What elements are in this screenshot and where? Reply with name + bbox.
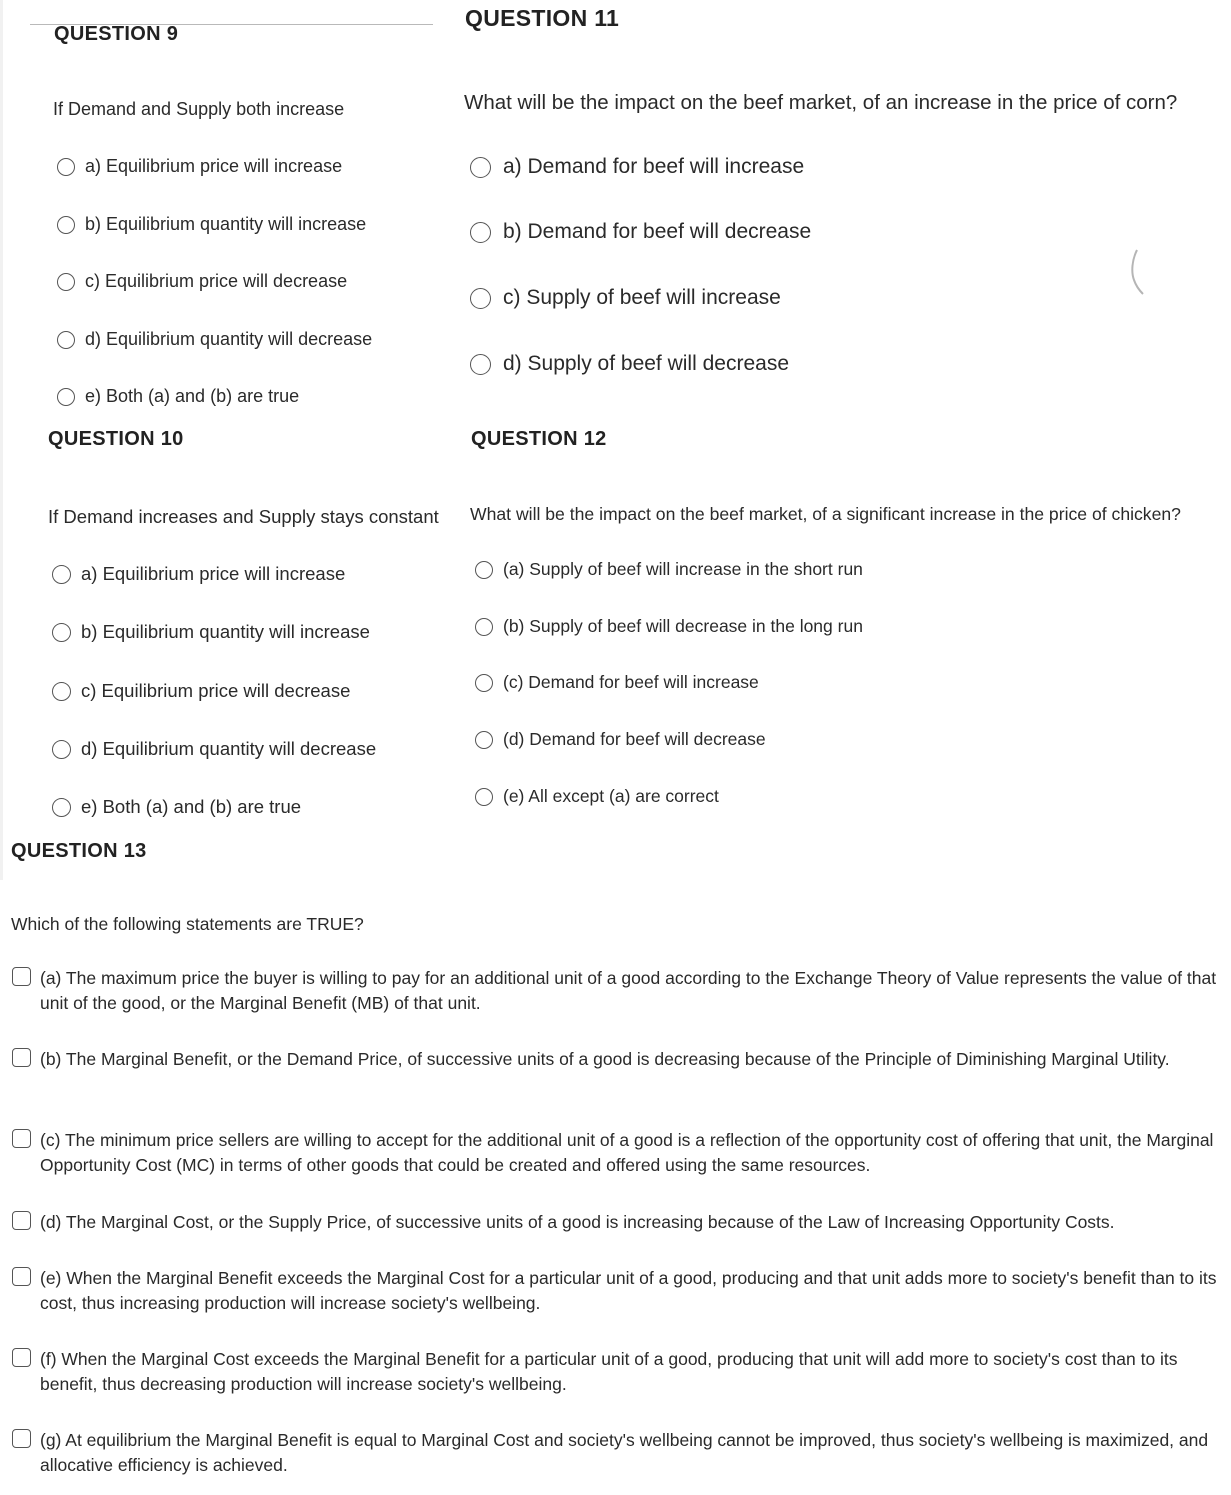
q9-option-c[interactable] [57, 271, 347, 292]
question-13-prompt: Which of the following statements are TRUE? [11, 914, 364, 934]
checkbox[interactable] [12, 1129, 31, 1148]
q12-option-c[interactable] [475, 672, 759, 693]
page-left-edge [0, 0, 3, 880]
q13-option-a[interactable] [12, 966, 1222, 1016]
radio-button[interactable] [57, 273, 75, 291]
q13-option-g[interactable] [12, 1428, 1222, 1478]
q11-option-a[interactable] [470, 155, 804, 179]
q11-option-b-label: b) Demand for beef will decrease [503, 220, 812, 243]
question-13-title: QUESTION 13 [11, 840, 147, 862]
q12-option-d[interactable] [475, 729, 766, 750]
q12-option-e-label: (e) All except (a) are correct [503, 786, 719, 806]
radio-button[interactable] [470, 288, 491, 309]
radio-button[interactable] [52, 740, 71, 759]
radio-button[interactable] [475, 561, 493, 579]
q9-option-b-label: b) Equilibrium quantity will increase [85, 214, 367, 234]
checkbox[interactable] [12, 967, 31, 986]
q9-option-d-label: d) Equilibrium quantity will decrease [85, 329, 373, 349]
radio-button[interactable] [52, 623, 71, 642]
q9-option-c-label: c) Equilibrium price will decrease [85, 271, 348, 291]
q13-option-d-label: (d) The Marginal Cost, or the Supply Price, of successive units of a good is increasing because of the Law of Increasing Opportunity Costs. [40, 1212, 1115, 1232]
q10-option-a[interactable] [52, 563, 345, 585]
q10-option-e-label: e) Both (a) and (b) are true [81, 796, 302, 817]
q11-option-d[interactable] [470, 352, 789, 376]
q11-option-d-label: d) Supply of beef will decrease [503, 352, 789, 375]
radio-button[interactable] [475, 674, 493, 692]
q13-option-e-label: (e) When the Marginal Benefit exceeds the Marginal Cost for a particular unit of a good, producing and that unit adds more to society's benefit than to its cost, thus increasing production will increase society's wellbeing. [40, 1268, 1217, 1313]
q13-option-f-label: (f) When the Marginal Cost exceeds the Marginal Benefit for a particular unit of a good, producing that unit will add more to society's cost than to its benefit, thus decreasing production will increase society's wellbeing. [40, 1349, 1178, 1394]
radio-button[interactable] [57, 388, 75, 406]
checkbox[interactable] [12, 1348, 31, 1367]
q12-option-d-label: (d) Demand for beef will decrease [503, 729, 766, 749]
q11-option-a-label: a) Demand for beef will increase [503, 155, 805, 178]
q12-option-b[interactable] [475, 616, 863, 637]
question-10-prompt: If Demand increases and Supply stays constant [48, 506, 439, 527]
q9-option-a[interactable] [57, 156, 342, 177]
q12-option-b-label: (b) Supply of beef will decrease in the long run [503, 616, 863, 636]
checkbox[interactable] [12, 1429, 31, 1448]
question-12-prompt: What will be the impact on the beef market, of a significant increase in the price of chicken? [470, 504, 1181, 524]
checkbox[interactable] [12, 1211, 31, 1230]
radio-button[interactable] [475, 731, 493, 749]
question-11-title: QUESTION 11 [465, 5, 620, 31]
question-12-title: QUESTION 12 [471, 428, 607, 450]
radio-button[interactable] [52, 798, 71, 817]
radio-button[interactable] [52, 565, 71, 584]
radio-button[interactable] [470, 354, 491, 375]
q13-option-b-label: (b) The Marginal Benefit, or the Demand Price, of successive units of a good is decreasing because of the Principle of Diminishing Marginal Utility. [40, 1049, 1170, 1069]
radio-button[interactable] [52, 682, 71, 701]
q13-option-c[interactable] [12, 1128, 1222, 1178]
q10-option-b-label: b) Equilibrium quantity will increase [81, 621, 370, 642]
q13-option-f[interactable] [12, 1347, 1222, 1397]
q12-option-a[interactable] [475, 559, 863, 580]
q9-option-d[interactable] [57, 329, 372, 350]
radio-button[interactable] [475, 618, 493, 636]
q10-option-e[interactable] [52, 796, 301, 818]
q11-option-c[interactable] [470, 286, 781, 310]
radio-button[interactable] [57, 331, 75, 349]
q12-option-c-label: (c) Demand for beef will increase [503, 672, 759, 692]
pen-mark-icon [1128, 246, 1148, 298]
q10-option-c-label: c) Equilibrium price will decrease [81, 680, 351, 701]
q13-option-e[interactable] [12, 1266, 1222, 1316]
radio-button[interactable] [57, 216, 75, 234]
question-10-title: QUESTION 10 [48, 428, 184, 450]
radio-button[interactable] [470, 157, 491, 178]
q10-option-b[interactable] [52, 621, 370, 643]
q13-option-c-label: (c) The minimum price sellers are willing to accept for the additional unit of a good is a reflection of the opportunity cost of offering that unit, the Marginal Opportunity Cost (MC) in terms of other goods that could be created and offered using the same resources. [40, 1130, 1214, 1175]
question-9-prompt: If Demand and Supply both increase [53, 99, 345, 119]
q9-option-a-label: a) Equilibrium price will increase [85, 156, 343, 176]
question-11-prompt: What will be the impact on the beef market, of an increase in the price of corn? [464, 91, 1178, 114]
q10-option-d-label: d) Equilibrium quantity will decrease [81, 738, 377, 759]
radio-button[interactable] [470, 222, 491, 243]
q10-option-d[interactable] [52, 738, 376, 760]
q10-option-c[interactable] [52, 680, 350, 702]
q12-option-e[interactable] [475, 786, 719, 807]
checkbox[interactable] [12, 1048, 31, 1067]
q11-option-c-label: c) Supply of beef will increase [503, 286, 781, 309]
q12-option-a-label: (a) Supply of beef will increase in the short run [503, 559, 863, 579]
checkbox[interactable] [12, 1267, 31, 1286]
q9-option-e[interactable] [57, 386, 299, 407]
q10-option-a-label: a) Equilibrium price will increase [81, 563, 346, 584]
question-9-title: QUESTION 9 [54, 23, 179, 45]
radio-button[interactable] [57, 158, 75, 176]
q9-option-b[interactable] [57, 214, 366, 235]
q9-option-e-label: e) Both (a) and (b) are true [85, 386, 300, 406]
q13-option-d[interactable] [12, 1210, 1222, 1235]
q13-option-b[interactable] [12, 1047, 1222, 1072]
q13-option-a-label: (a) The maximum price the buyer is willing to pay for an additional unit of a good according to the Exchange Theory of Value represents the value of that unit of the good, or the Marginal Benefit (MB) of that unit. [40, 968, 1217, 1013]
q11-option-b[interactable] [470, 220, 811, 244]
q13-option-g-label: (g) At equilibrium the Marginal Benefit is equal to Marginal Cost and society's wellbeing cannot be improved, thus society's wellbeing is maximized, and allocative efficiency is achieved. [40, 1430, 1209, 1475]
radio-button[interactable] [475, 788, 493, 806]
